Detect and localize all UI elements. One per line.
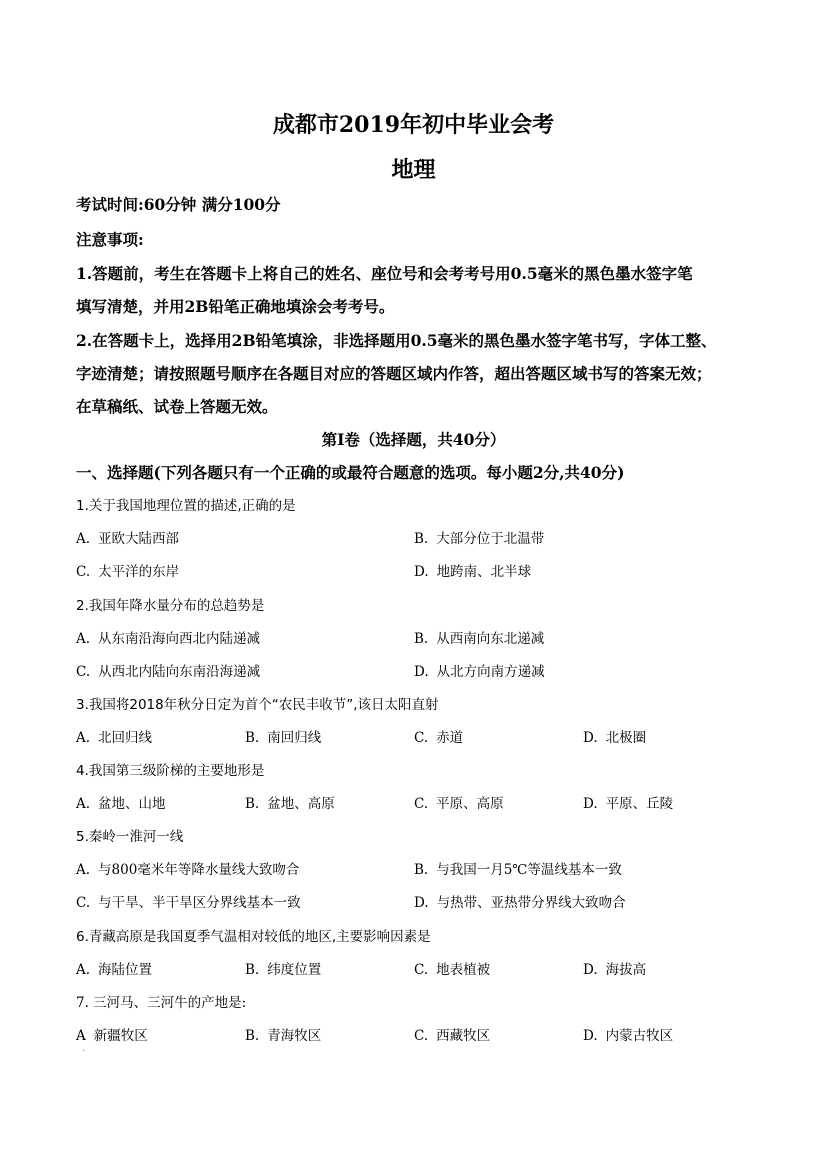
notice-2-line-3: 在草稿纸、试卷上答题无效。 [76,397,278,416]
option-text: 盆地、山地 [98,796,166,812]
option-a [76,1024,148,1044]
notice-1-line-2: 填写清楚，并用2B铅笔正确地填涂会考考号。 [76,297,395,316]
option-text: 西藏牧区 [436,1028,491,1044]
option-key: C. [414,962,429,978]
option-key: A. [76,730,91,746]
option-a [76,527,179,547]
option-c [414,958,490,978]
notice-2-line-2: 字迹清楚；请按照题号顺序在各题目对应的答题区域内作答，超出答题区域书写的答案无效； [76,364,712,383]
option-key: D. [414,664,429,680]
option-c [76,891,301,911]
exam-info: 考试时间:60分钟 满分100分 [76,195,281,214]
option-text: 从东南沿海向西北内陆递减 [98,631,261,647]
option-key: D. [583,730,598,746]
option-text: 与干旱、半干旱区分界线基本一致 [98,895,301,911]
option-text: 与热带、亚热带分界线大致吻合 [436,895,626,911]
option-a [76,726,152,746]
option-d [583,1024,673,1044]
option-d [583,958,646,978]
option-d [583,726,646,746]
option-key: B. [245,730,260,746]
subject-title: 地理 [391,157,436,183]
option-text: 海陆位置 [98,962,153,978]
option-text: 平原、高原 [436,796,504,812]
option-key: A. [76,962,91,978]
option-d [414,891,626,911]
option-c [414,726,463,746]
option-b [414,527,544,547]
option-text: 与800毫米年等降水量线大致吻合 [98,862,300,878]
option-c [414,792,504,812]
option-d [414,560,531,580]
option-key: C. [414,1028,429,1044]
part-title: 一、选择题(下列各题只有一个正确的或最符合题意的选项。每小题2分,共40分) [76,463,625,482]
option-key: D. [583,796,598,812]
question-stem: 2.我国年降水量分布的总趋势是 [76,598,265,614]
option-b [414,627,544,647]
question-stem: 1.关于我国地理位置的描述,正确的是 [76,498,296,514]
option-c [76,560,179,580]
option-b [245,726,321,746]
option-key: A. [76,796,91,812]
option-text: 纬度位置 [267,962,322,978]
question-stem: 5.秦岭一淮河一线 [76,829,184,845]
option-text: 平原、丘陵 [605,796,674,812]
footer-mark: · [82,1046,86,1057]
option-key: C. [76,664,91,680]
option-a [76,958,152,978]
option-text: 从西北内陆向东南沿海递减 [98,664,261,680]
option-b [245,792,335,812]
exam-title: 成都市2019年初中毕业会考 [272,112,555,138]
option-text: 大部分位于北温带 [436,531,545,547]
option-text: 赤道 [436,730,464,746]
question-stem: 7. 三河马、三河牛的产地是: [76,995,247,1011]
option-c [414,1024,490,1044]
option-key: B. [245,796,260,812]
volume-title: 第Ⅰ卷（选择题，共40分） [321,430,506,449]
option-text: 从西南向东北递减 [436,631,545,647]
option-d [583,792,673,812]
option-a [76,858,299,878]
option-key: B. [245,962,260,978]
option-key: A. [76,862,91,878]
option-key: C. [414,796,429,812]
option-b [245,1024,321,1044]
option-text: 新疆牧区 [93,1028,148,1044]
option-text: 与我国一月5℃等温线基本一致 [436,862,622,878]
option-key: C. [414,730,429,746]
option-text: 北极圈 [605,730,647,746]
option-a [76,792,166,812]
option-c [76,660,260,680]
option-key: B. [414,862,429,878]
option-key: A [76,1028,86,1044]
option-key: D. [583,1028,598,1044]
option-text: 内蒙古牧区 [605,1028,674,1044]
option-key: B. [245,1028,260,1044]
question-stem: 6.青藏高原是我国夏季气温相对较低的地区,主要影响因素是 [76,929,431,945]
option-key: B. [414,631,429,647]
option-text: 地跨南、北半球 [436,564,532,580]
option-key: D. [414,564,429,580]
option-d [414,660,545,680]
option-key: D. [414,895,429,911]
option-key: B. [414,531,429,547]
option-key: C. [76,564,91,580]
notice-heading: 注意事项: [76,230,144,249]
option-text: 太平洋的东岸 [98,564,180,580]
option-key: D. [583,962,598,978]
option-text: 地表植被 [436,962,491,978]
option-text: 北回归线 [98,730,153,746]
option-text: 南回归线 [267,730,322,746]
option-text: 亚欧大陆西部 [98,531,180,547]
option-text: 盆地、高原 [267,796,335,812]
option-key: A. [76,631,91,647]
option-b [245,958,321,978]
question-stem: 4.我国第三级阶梯的主要地形是 [76,763,265,779]
option-text: 青海牧区 [267,1028,322,1044]
option-a [76,627,260,647]
notice-2-line-1: 2.在答题卡上，选择用2B铅笔填涂，非选择题用0.5毫米的黑色墨水签字笔书写，字体工整、 [76,331,717,350]
notice-1-line-1: 1.答题前，考生在答题卡上将自己的姓名、座位号和会考考号用0.5毫米的黑色墨水签字笔 [76,264,693,283]
option-text: 从北方向南方递减 [436,664,545,680]
option-key: C. [76,895,91,911]
option-b [414,858,622,878]
option-key: A. [76,531,91,547]
question-stem: 3.我国将2018年秋分日定为首个“农民丰收节”,该日太阳直射 [76,697,439,713]
option-text: 海拔高 [605,962,647,978]
